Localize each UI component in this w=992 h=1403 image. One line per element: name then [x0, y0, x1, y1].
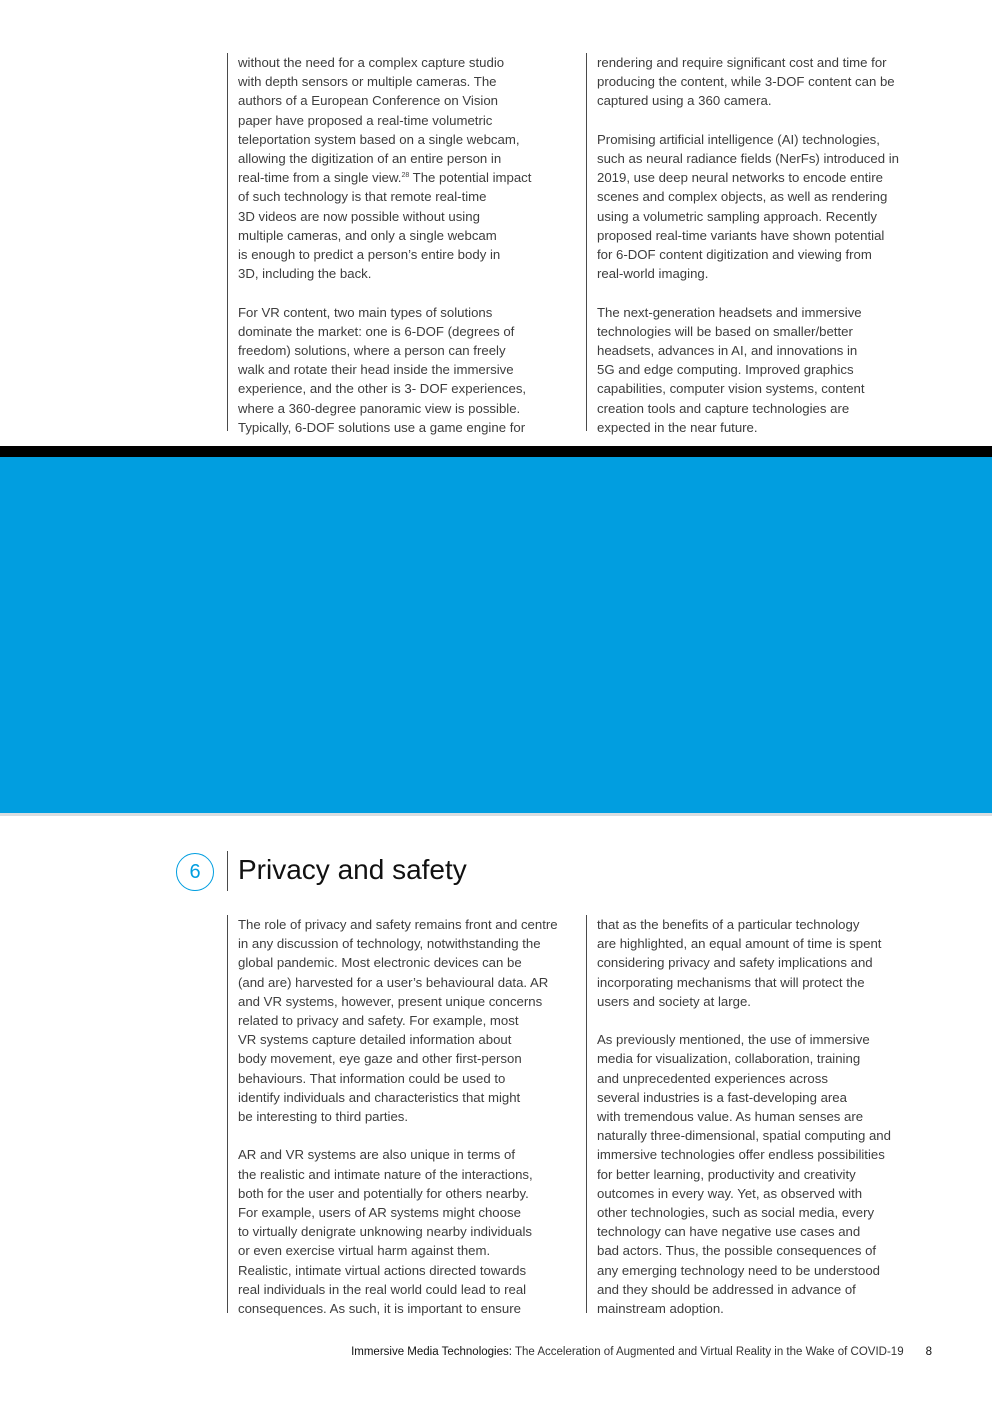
top-right-column [586, 53, 946, 435]
section-heading [227, 851, 467, 891]
top-left-column [227, 53, 577, 435]
section-title: Privacy and safety [238, 854, 467, 885]
footer-title-strong: Immersive Media Technologies: [351, 1346, 512, 1358]
paragraph: Promising artificial intelligence (AI) technologies, such as neural radiance fields (NerFs) introduced in 2019, use deep neural networks to encode entire scenes and complex objects, as well as rendering using a volumetric sampling approach. Recently proposed real-time variants have shown potential for 6-DOF content digitization and viewing from real-world imaging. [597, 131, 899, 282]
page-footer [351, 1346, 932, 1358]
paragraph: that as the benefits of a particular technology are highlighted, an equal amount of time is spent considering privacy and safety implications and incorporating mechanisms that will protect the users and society at large. [597, 917, 882, 1009]
section-number-badge: 6 [176, 853, 214, 891]
paragraph: rendering and require significant cost and time for producing the content, while 3-DOF content can be captured using a 360 camera. [597, 55, 895, 109]
black-rule-bar [0, 446, 992, 457]
paragraph: The next-generation headsets and immersive technologies will be based on smaller/better headsets, advances in AI, and innovations in 5G and edge computing. Improved graphics capabilities, computer vision systems, content creation tools and capture technologies are expected in the near future. [597, 304, 865, 435]
paragraph: without the need for a complex capture studio with depth sensors or multiple cameras. The authors of a European Conference on Vision paper have proposed a real-time volumetric teleportation system based on a single webcam, allowing the digitization of an entire person in real-time from a single view.$^{28}$ The potential impact of such technology is that remote real-time 3D videos are now possible without using multiple cameras, and only a single webcam is enough to predict a person’s entire body in 3D, including the back. [238, 55, 532, 282]
paragraph: The role of privacy and safety remains front and centre in any discussion of technology, notwithstanding the global pandemic. Most electronic devices can be (and are) harvested for a user’s behavioural data. AR and VR systems, however, present unique concerns related to privacy and safety. For example, most VR systems capture detailed information about body movement, eye gaze and other first-person behaviours. That information could be used to identify individuals and characteristics that might be interesting to third parties. [238, 917, 558, 1125]
paragraph: For VR content, two main types of solutions dominate the market: one is 6-DOF (degrees of freedom) solutions, where a person can freely walk and rotate their head inside the immersive experience, and the other is 3- DOF experiences, where a 360-degree panoramic view is possible. Typically, 6-DOF solutions use a game engine for [238, 304, 527, 435]
band-shadow-rule [0, 813, 992, 816]
footnote-ref: 28 [401, 172, 410, 180]
paragraph: AR and VR systems are also unique in terms of the realistic and intimate nature of the interactions, both for the user and potentially for others nearby. For example, users of AR systems might choose to virtually denigrate unknowing nearby individuals or even exercise virtual harm against them. Realistic, intimate virtual actions directed towards real individuals in the real world could lead to real consequences. As such, it is important to ensure [238, 1147, 533, 1317]
footer-title-rest: The Acceleration of Augmented and Virtual Reality in the Wake of COVID-19 [511, 1346, 904, 1358]
blue-banner-band [0, 457, 992, 813]
page-number: 8 [925, 1346, 932, 1358]
bottom-right-column [586, 915, 946, 1317]
bottom-left-column [227, 915, 577, 1317]
paragraph: As previously mentioned, the use of immersive media for visualization, collaboration, training and unprecedented experiences across several industries is a fast-developing area with tremendous value. As human senses are naturally three-dimensional, spatial computing and immersive technologies offer endless possibilities for better learning, productivity and creativity outcomes in every way. Yet, as observed with other technologies, such as social media, every technology can have negative use cases and bad actors. Thus, the possible consequences of any emerging technology need to be understood and they should be addressed in advance of mainstream adoption. [597, 1032, 891, 1317]
